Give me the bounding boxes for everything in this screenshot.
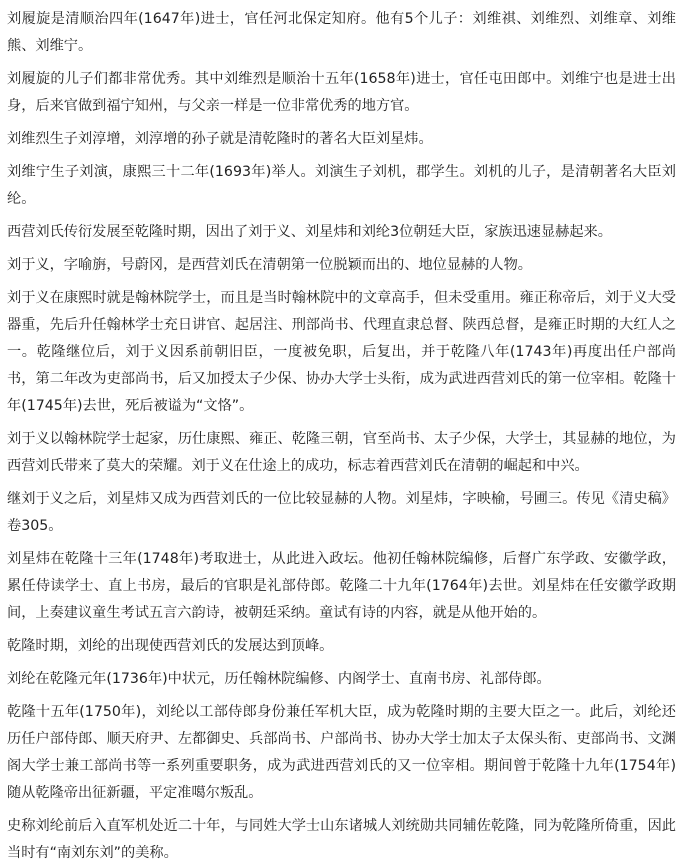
paragraph-1: 刘履旋是清顺治四年(1647年)进士，官任河北保定知府。他有5个儿子：刘维祺、刘维烈、刘维章、刘维熊、刘维宁。 xyxy=(7,11,676,54)
paragraph-9: 继刘于义之后，刘星炜又成为西营刘氏的一位比较显赫的人物。刘星炜，字映榆，号圃三。传见《清史稿》卷305。 xyxy=(7,491,676,534)
paragraph-14: 史称刘纶前后入直军机处近二十年，与同姓大学士山东诸城人刘统勋共同辅佐乾隆，同为乾隆所倚重，因此当时有“南刘东刘”的美称。 xyxy=(7,818,676,861)
paragraph-5: 西营刘氏传衍发展至乾隆时期，因出了刘于义、刘星炜和刘纶3位朝廷大臣，家族迅速显赫起来。 xyxy=(7,224,612,240)
paragraph-3: 刘维烈生子刘淳增，刘淳增的孙子就是清乾隆时的著名大臣刘星炜。 xyxy=(7,131,433,147)
paragraph-2: 刘履旋的儿子们都非常优秀。其中刘维烈是顺治十五年(1658年)进士，官任屯田郎中。刘维宁也是进士出身，后来官做到福宁知州，与父亲一样是一位非常优秀的地方官。 xyxy=(7,71,676,114)
paragraph-11: 乾隆时期，刘纶的出现使西营刘氏的发展达到顶峰。 xyxy=(7,638,334,654)
paragraph-6: 刘于义，字喻旃，号蔚冈，是西营刘氏在清朝第一位脱颖而出的、地位显赫的人物。 xyxy=(7,257,532,273)
paragraph-12: 刘纶在乾隆元年(1736年)中状元，历任翰林院编修、内阁学士、直南书房、礼部侍郎。 xyxy=(7,671,551,687)
paragraph-7: 刘于义在康熙时就是翰林院学士，而且是当时翰林院中的文章高手，但未受重用。雍正称帝后，刘于义大受器重，先后升任翰林学士充日讲官、起居注、刑部尚书、代理直隶总督、陕西总督，是雍正时期的大红人之一。乾隆继位后，刘于义因系前朝旧臣，一度被免职，后复出，并于乾隆八年(1743年)再度出任户部尚书，第二年改为吏部尚书，后又加授太子少保、协办大学士头衔，成为武进西营刘氏的第一位宰相。乾隆十年(1745年)去世，死后被谥为“文恪”。 xyxy=(7,290,676,414)
paragraph-8: 刘于义以翰林院学士起家，历仕康熙、雍正、乾隆三朝，官至尚书、太子少保，大学士，其显赫的地位，为西营刘氏带来了莫大的荣耀。刘于义在仕途上的成功，标志着西营刘氏在清朝的崛起和中兴。 xyxy=(7,431,676,474)
paragraph-10: 刘星炜在乾隆十三年(1748年)考取进士，从此进入政坛。他初任翰林院编修，后督广东学政、安徽学政，累任侍读学士、直上书房，最后的官职是礼部侍郎。乾隆二十九年(1764年)去世。刘星炜在任安徽学政期间，上奏建议童生考试五言六韵诗，被朝廷采纳。童试有诗的内容，就是从他开始的。 xyxy=(7,551,676,621)
paragraph-13: 乾隆十五年(1750年)，刘纶以工部侍郎身份兼任军机大臣，成为乾隆时期的主要大臣之一。此后，刘纶还历任户部侍郎、顺天府尹、左都御史、兵部尚书、户部尚书、协办大学士加太子太保头衔、吏部尚书、文渊阁大学士兼工部尚书等一系列重要职务，成为武进西营刘氏的又一位宰相。期间曾于乾隆十九年(1754年)随从乾隆帝出征新疆，平定准噶尔叛乱。 xyxy=(7,704,676,801)
paragraph-4: 刘维宁生子刘演，康熙三十二年(1693年)举人。刘演生子刘机，郡学生。刘机的儿子，是清朝著名大臣刘纶。 xyxy=(7,164,676,207)
